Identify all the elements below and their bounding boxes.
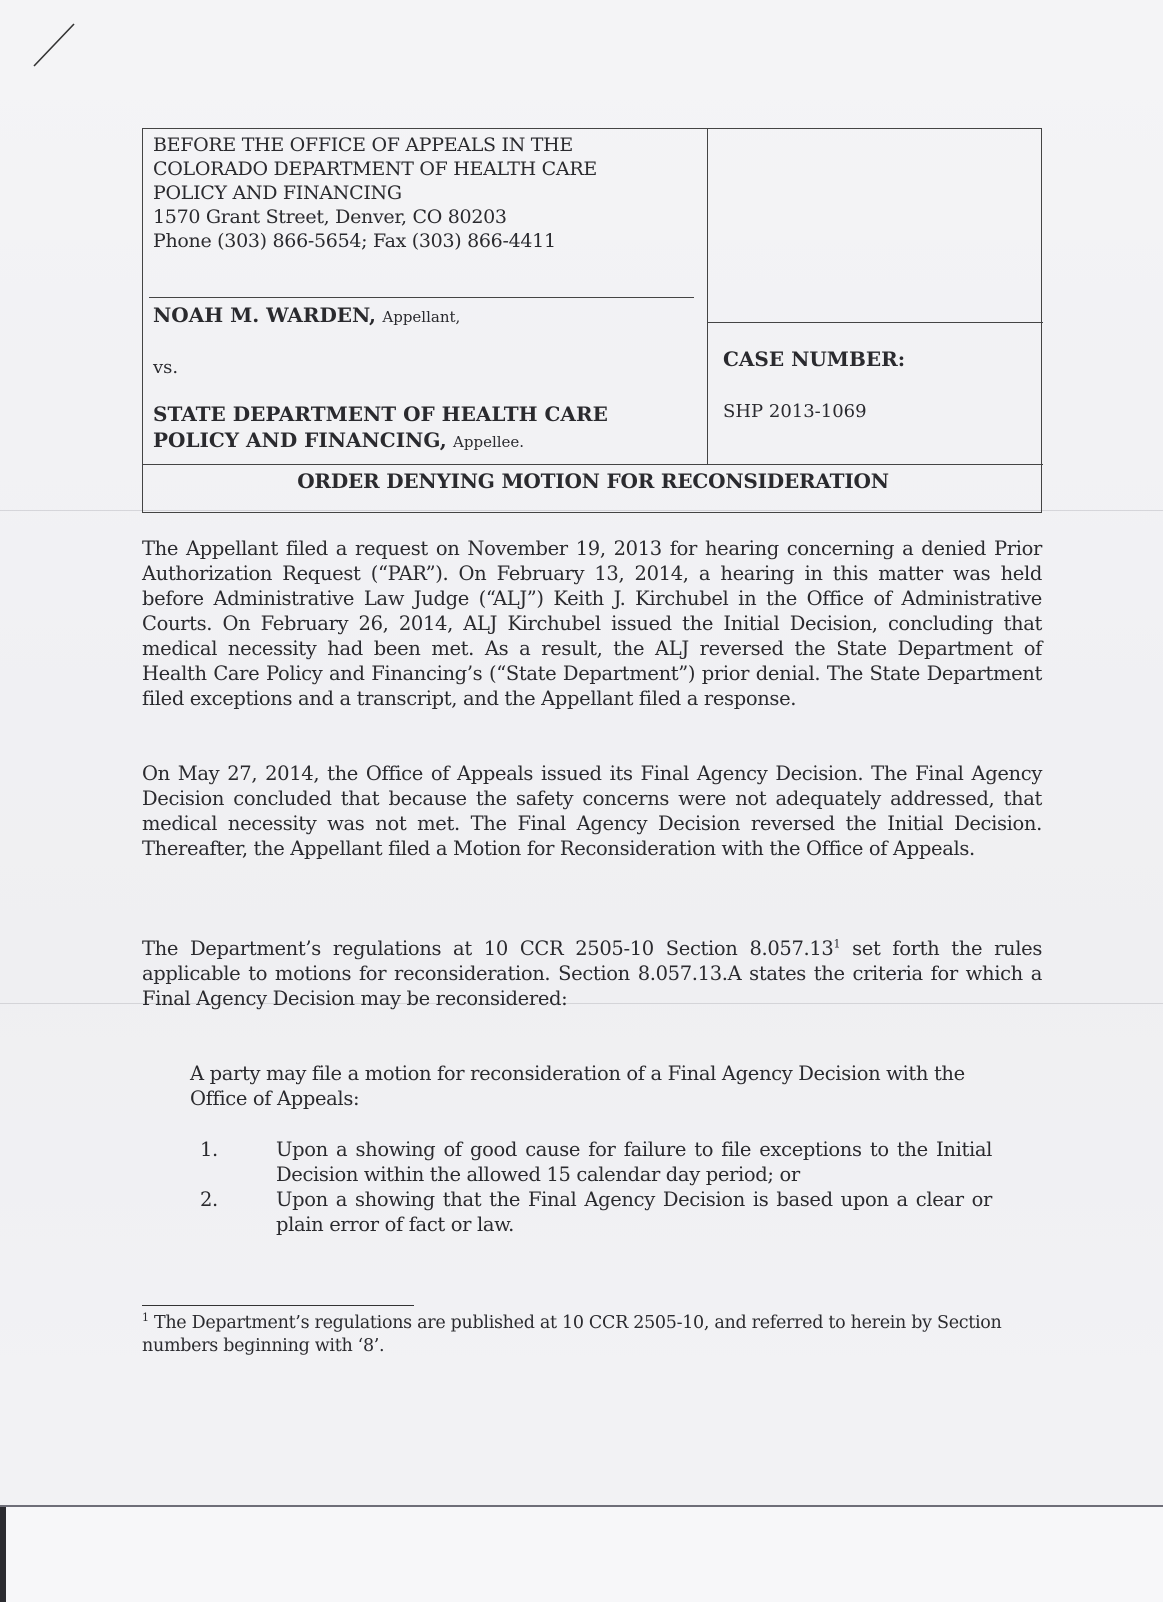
paragraph-background: The Appellant filed a request on November 19, 2013 for hearing concerning a denied Prior Authorization Request (“PAR”). On February 13, 2014, a hearing in this matter was held before Administrative Law Judge (“ALJ”) Keith J. Kirchubel in the Office of Administrative Courts. On February 26, 2014, ALJ Kirchubel issued the Initial Decision, concluding that medical necessity had been met. As a result, the ALJ reversed the State Department of Health Care Policy and Financing’s (“State Department”) prior denial. The State Department filed exceptions and a transcript, and the Appellant filed a response. [142,537,1042,710]
paragraph-regulations-text: set forth the rules applicable to motions for reconsideration. Section 8.057.13.A states the criteria for which a Final Agency Decision may be reconsidered: [142,937,1042,1010]
court-address: 1570 Grant Street, Denver, CO 80203 [153,206,507,228]
list-number: 2. [200,1188,218,1211]
scan-bottom-edge [0,1505,1163,1602]
court-line: COLORADO DEPARTMENT OF HEALTH CARE [153,158,597,180]
list-number: 1. [200,1138,218,1161]
case-number-label: CASE NUMBER: [723,347,906,371]
appellant [153,303,460,327]
footnote [142,1312,1042,1358]
court-line: BEFORE THE OFFICE OF APPEALS IN THE [153,134,573,156]
paragraph-regulations-text: The Department’s regulations at 10 CCR 2505-10 Section 8.057.13 [142,937,834,960]
list-text: Upon a showing that the Final Agency Decision is based upon a clear or plain error of fact or law. [276,1188,992,1236]
caption-divider [143,464,1043,465]
appellee [153,401,608,455]
scan-edge-shadow [0,1507,6,1602]
list-text: Upon a showing of good cause for failure to file exceptions to the Initial Decision within the allowed 15 calendar day period; or [276,1138,992,1186]
footnote-marker: 1 [142,1311,149,1325]
versus-label: vs. [153,357,179,378]
footnote-text: The Department’s regulations are published at 10 CCR 2505-10, and referred to herein by Section numbers beginning with ‘8’. [142,1313,1002,1356]
caption-divider [707,129,708,464]
footnote-rule [142,1305,414,1306]
paragraph-final-decision: On May 27, 2014, the Office of Appeals issued its Final Agency Decision. The Final Agency Decision concluded that because the safety concerns were not adequately addressed, that medical necessity was not met. The Final Agency Decision reversed the Initial Decision. Thereafter, the Appellant filed a Motion for Reconsideration with the Office of Appeals. [142,762,1042,860]
pen-stroke-mark [30,20,80,70]
court-line: POLICY AND FINANCING [153,182,402,204]
quote-intro: A party may file a motion for reconsideration of a Final Agency Decision with the Office of Appeals: [190,1062,965,1110]
caption-divider [149,297,694,298]
case-number: SHP 2013-1069 [723,401,867,422]
appellee-role: Appellee. [453,433,525,451]
caption-divider [707,322,1043,323]
footnote-reference: 1 [833,937,841,951]
case-caption [142,128,1042,513]
appellant-name: NOAH M. WARDEN, [153,303,377,327]
order-title: ORDER DENYING MOTION FOR RECONSIDERATION [297,469,889,493]
appellee-name-line1: STATE DEPARTMENT OF HEALTH CARE [153,402,608,426]
court-block [153,133,698,253]
paragraph-regulations [142,936,1042,1011]
appellant-role: Appellant, [382,308,461,326]
court-phone: Phone (303) 866-5654; Fax (303) 866-4411 [153,230,556,252]
appellee-name-line2: POLICY AND FINANCING, [153,428,447,452]
